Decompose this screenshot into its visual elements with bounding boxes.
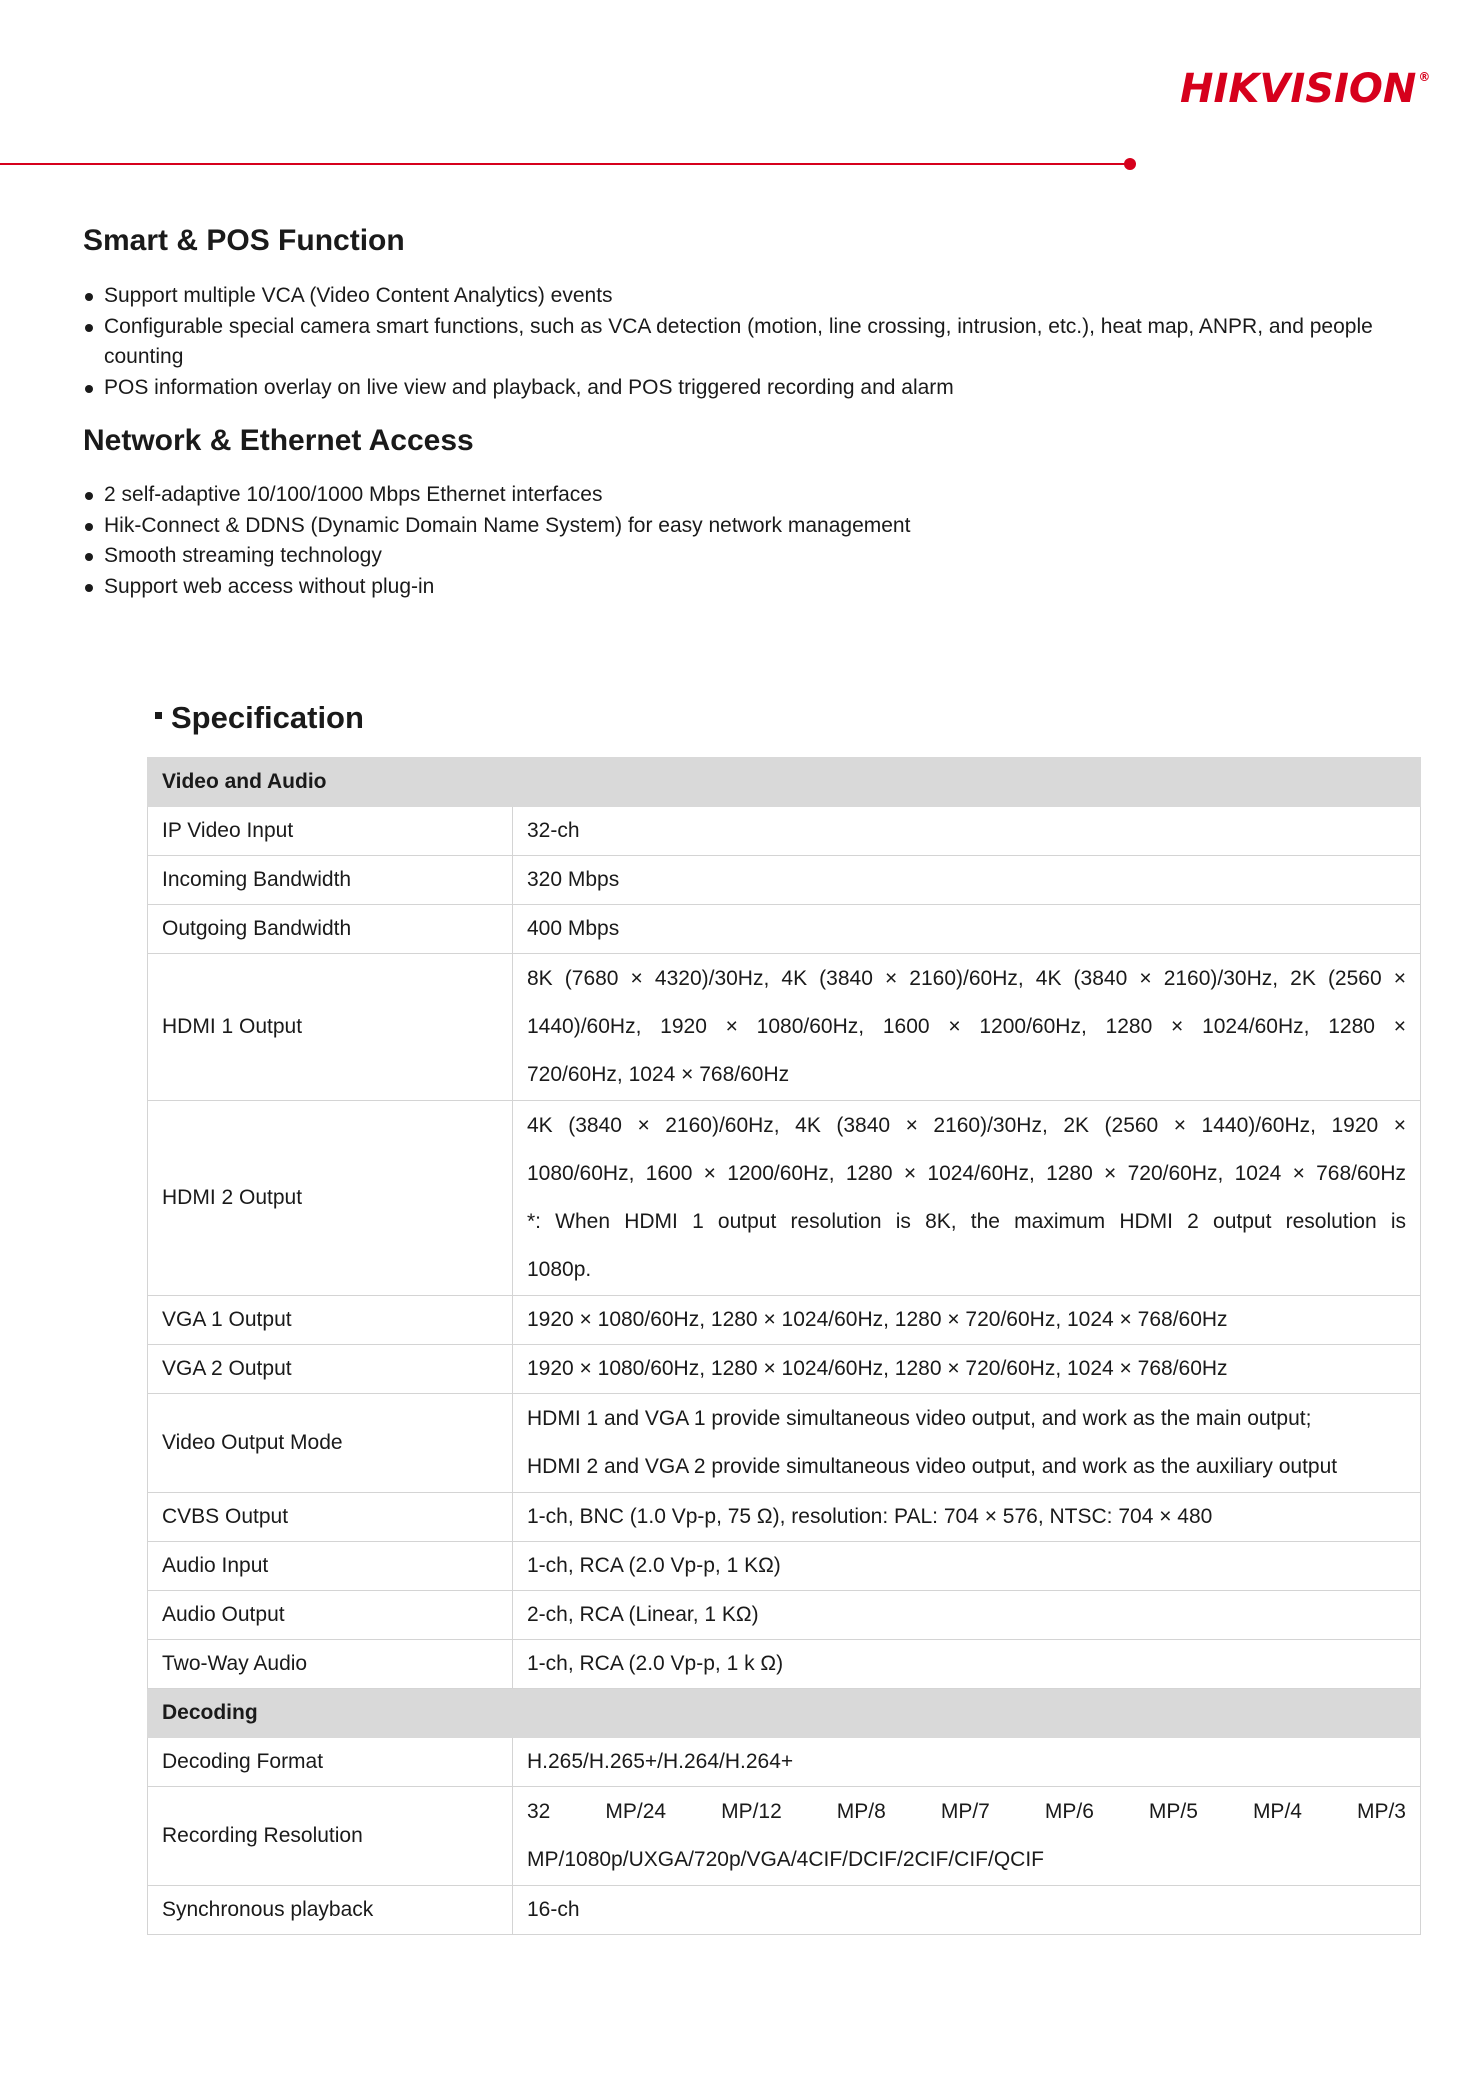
table-row (148, 1542, 1421, 1591)
spec-label: Synchronous playback (148, 1886, 513, 1935)
spec-value: 2-ch, RCA (Linear, 1 KΩ) (513, 1591, 1421, 1640)
network-title: Network & Ethernet Access (83, 424, 474, 457)
spec-label: Decoding Format (148, 1738, 513, 1787)
spec-value-line: 720/60Hz, 1024 × 768/60Hz (527, 1063, 790, 1086)
spec-value (513, 1101, 1421, 1296)
spec-value-line: 1080p. (527, 1258, 592, 1281)
spec-value-line: HDMI 2 and VGA 2 provide simultaneous video output, and work as the auxiliary output (527, 1455, 1338, 1478)
smart-pos-title: Smart & POS Function (83, 224, 405, 257)
square-bullet-icon (155, 712, 162, 719)
specification-heading: Specification (155, 700, 364, 736)
spec-label: VGA 1 Output (148, 1296, 513, 1345)
header-divider (0, 163, 1126, 165)
spec-label: Audio Input (148, 1542, 513, 1591)
table-row (148, 905, 1421, 954)
spec-value: H.265/H.265+/H.264/H.264+ (513, 1738, 1421, 1787)
table-row (148, 1787, 1421, 1886)
list-item: Smooth streaming technology (83, 541, 1413, 572)
spec-value-line: HDMI 1 and VGA 1 provide simultaneous video output, and work as the main output; (527, 1407, 1312, 1430)
network-list (83, 480, 1413, 602)
table-row (148, 1738, 1421, 1787)
category-label: Decoding (148, 1689, 1421, 1738)
table-row (148, 1296, 1421, 1345)
spec-table (147, 757, 1421, 1935)
spec-value (513, 954, 1421, 1101)
hikvision-logo: HIKVISION ® (1180, 66, 1431, 112)
table-category-row (148, 758, 1421, 807)
table-row (148, 1640, 1421, 1689)
spec-value-line: 1440)/60Hz, 1920 × 1080/60Hz, 1600 × 1200/60Hz, 1280 × 1024/60Hz, 1280 × (527, 1015, 1406, 1038)
table-row (148, 1493, 1421, 1542)
spec-value-line: *: When HDMI 1 output resolution is 8K, the maximum HDMI 2 output resolution is (527, 1210, 1406, 1233)
spec-label: HDMI 2 Output (148, 1101, 513, 1296)
table-row (148, 1345, 1421, 1394)
spec-value (513, 1787, 1421, 1886)
list-item: 2 self-adaptive 10/100/1000 Mbps Ethernet interfaces (83, 480, 1413, 511)
table-category-row (148, 1689, 1421, 1738)
spec-label: Recording Resolution (148, 1787, 513, 1886)
table-row (148, 954, 1421, 1101)
list-item: POS information overlay on live view and playback, and POS triggered recording and alarm (83, 373, 1413, 404)
category-label: Video and Audio (148, 758, 1421, 807)
spec-label: Video Output Mode (148, 1394, 513, 1493)
spec-label: CVBS Output (148, 1493, 513, 1542)
spec-value: 400 Mbps (513, 905, 1421, 954)
spec-value: 32-ch (513, 807, 1421, 856)
spec-value-line: 8K (7680 × 4320)/30Hz, 4K (3840 × 2160)/60Hz, 4K (3840 × 2160)/30Hz, 2K (2560 × (527, 967, 1406, 990)
table-row (148, 1394, 1421, 1493)
spec-label: VGA 2 Output (148, 1345, 513, 1394)
table-row (148, 1591, 1421, 1640)
spec-label: HDMI 1 Output (148, 954, 513, 1101)
spec-label: Incoming Bandwidth (148, 856, 513, 905)
spec-value-line: MP/1080p/UXGA/720p/VGA/4CIF/DCIF/2CIF/CIF/QCIF (527, 1848, 1044, 1871)
smart-pos-list (83, 281, 1413, 403)
spec-label: IP Video Input (148, 807, 513, 856)
table-row (148, 1886, 1421, 1935)
list-item: Support multiple VCA (Video Content Analytics) events (83, 281, 1413, 312)
spec-value: 1-ch, BNC (1.0 Vp-p, 75 Ω), resolution: PAL: 704 × 576, NTSC: 704 × 480 (513, 1493, 1421, 1542)
list-item: Configurable special camera smart functions, such as VCA detection (motion, line crossing, intrusion, etc.), heat map, ANPR, and people counting (83, 312, 1413, 373)
table-row (148, 807, 1421, 856)
spec-value: 1-ch, RCA (2.0 Vp-p, 1 KΩ) (513, 1542, 1421, 1591)
spec-value: 1-ch, RCA (2.0 Vp-p, 1 k Ω) (513, 1640, 1421, 1689)
spec-label: Outgoing Bandwidth (148, 905, 513, 954)
spec-label: Audio Output (148, 1591, 513, 1640)
table-row (148, 856, 1421, 905)
list-item: Hik-Connect & DDNS (Dynamic Domain Name System) for easy network management (83, 511, 1413, 542)
spec-value: 320 Mbps (513, 856, 1421, 905)
spec-value: 16-ch (513, 1886, 1421, 1935)
list-item: Support web access without plug-in (83, 572, 1413, 603)
spec-value-line: 1080/60Hz, 1600 × 1200/60Hz, 1280 × 1024/60Hz, 1280 × 720/60Hz, 1024 × 768/60Hz (527, 1162, 1406, 1185)
table-row (148, 1101, 1421, 1296)
spec-value: 1920 × 1080/60Hz, 1280 × 1024/60Hz, 1280 × 720/60Hz, 1024 × 768/60Hz (513, 1345, 1421, 1394)
spec-value: 1920 × 1080/60Hz, 1280 × 1024/60Hz, 1280 × 720/60Hz, 1024 × 768/60Hz (513, 1296, 1421, 1345)
spec-value (513, 1394, 1421, 1493)
spec-label: Two-Way Audio (148, 1640, 513, 1689)
spec-value-line: 32 MP/24 MP/12 MP/8 MP/7 MP/6 MP/5 MP/4 MP/3 (527, 1800, 1406, 1823)
spec-value-line: 4K (3840 × 2160)/60Hz, 4K (3840 × 2160)/30Hz, 2K (2560 × 1440)/60Hz, 1920 × (527, 1114, 1406, 1137)
header-divider-dot (1124, 158, 1136, 170)
